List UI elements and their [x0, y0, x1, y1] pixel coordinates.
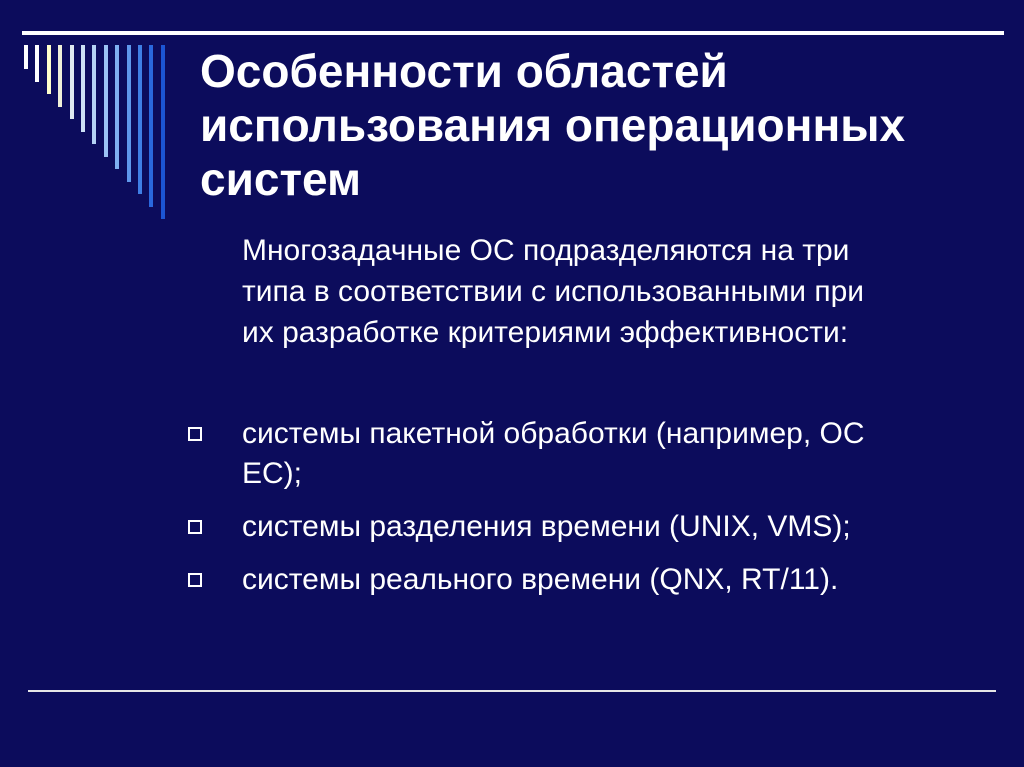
hollow-square-bullet-icon	[188, 520, 202, 534]
bottom-divider-line	[28, 690, 996, 692]
decorative-stripe	[104, 45, 108, 157]
title-line: использования операционных	[200, 99, 906, 151]
hollow-square-bullet-icon	[188, 573, 202, 587]
bullet-text-line: системы реального времени (QNX, RT/11).	[242, 563, 839, 596]
intro-line: Многозадачные ОС подразделяются на три	[242, 234, 850, 267]
title-line: Особенности областей	[200, 45, 728, 97]
decorative-stripe	[161, 45, 165, 219]
decorative-stripe	[81, 45, 85, 132]
intro-line: типа в соответствии с использованными при	[242, 275, 865, 308]
decorative-stripe	[47, 45, 51, 94]
decorative-stripe	[138, 45, 142, 194]
bullet-text-line: системы разделения времени (UNIX, VMS);	[242, 510, 851, 543]
decorative-stripe	[24, 45, 28, 69]
decorative-stripe	[92, 45, 96, 144]
bullet-text-line: ЕС);	[242, 457, 302, 490]
bullet-list	[186, 414, 986, 613]
hollow-square-bullet-icon	[188, 427, 202, 441]
intro-paragraph	[242, 230, 982, 353]
decorative-stripe	[149, 45, 153, 207]
list-item	[186, 560, 986, 600]
decorative-stripe	[70, 45, 74, 119]
list-item	[186, 507, 986, 547]
decorative-stripe	[58, 45, 62, 107]
bullet-text-line: системы пакетной обработки (например, ОС	[242, 417, 865, 450]
slide-title	[200, 44, 1000, 206]
decorative-stripe	[127, 45, 131, 182]
decorative-stripe	[35, 45, 39, 82]
list-item	[186, 414, 986, 494]
decorative-stripe	[115, 45, 119, 169]
intro-line: их разработке критериями эффективности:	[242, 316, 849, 349]
title-line: систем	[200, 153, 361, 205]
decorative-stripes	[0, 0, 180, 220]
